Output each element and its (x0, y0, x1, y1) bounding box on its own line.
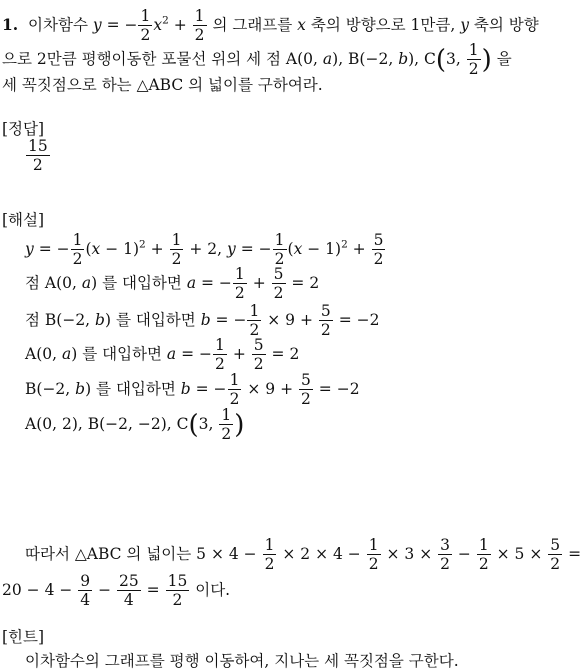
area-line-1: 따라서 △ABC 의 넓이는 5 × 4 − $\frac{1}{2}$ × 2 × 4 − $\frac{1}{2}$ × 3 × $\frac{3}{2}$ − $\frac{1}{2}$ × 5 × $\frac{5}{2}$ = (25, 536, 581, 574)
hint-header: [힌트] (2, 628, 45, 646)
hint-text: 이차함수의 그래프를 평행 이동하여, 지나는 세 꼭짓점을 구한다. (25, 652, 459, 670)
problem-number: 1. (2, 14, 19, 34)
solution-line-5: B(−2, b) 를 대입하면 b = − $\frac{1}{2}$ × 9 + $\frac{5}{2}$ = −2 (25, 371, 360, 409)
solution-line-1: y = − $\frac{1}{2}$ $(x - 1)^2$ + $\frac{1}{2}$ + 2, y = − $\frac{1}{2}$ $(x - 1)^2$ + $\frac{5}{2}$ (25, 231, 384, 269)
solution-line-4: A(0, a) 를 대입하면 a = − $\frac{1}{2}$ + $\frac{5}{2}$ = 2 (25, 336, 300, 374)
problem-line-3: 세 꼭짓점으로 하는 △ABC 의 넓이를 구하여라. (2, 76, 323, 94)
solution-line-3: 점 B(−2, b) 를 대입하면 b = − $\frac{1}{2}$ × 9 + $\frac{5}{2}$ = −2 (25, 302, 380, 340)
solution-header: [해설] (2, 211, 45, 229)
answer-denominator: 2 (32, 156, 43, 175)
problem-line-2: 으로 2만큼 평행이동한 포물선 위의 세 점 A(0, a), B(−2, b), C(3, $\frac{1}{2}$ ) 을 (2, 41, 512, 79)
answer-numerator: 15 (28, 137, 48, 155)
answer-fraction (25, 138, 51, 174)
answer-header: [정답] (2, 120, 45, 138)
area-line-2: 20 − 4 − $\frac{9}{4}$ − $\frac{25}{4}$ = $\frac{15}{2}$ 이다. (2, 572, 231, 610)
problem-line-1: 1. 이차함수 y = − $\frac{1}{2}$ $x^2$ + $\frac{1}{2}$ 의 그래프를 x 축의 방향으로 1만큼, y 축의 방향 (2, 7, 539, 45)
solution-line-2: 점 A(0, a) 를 대입하면 a = − $\frac{1}{2}$ + $\frac{5}{2}$ = 2 (25, 265, 320, 303)
solution-line-6: A(0, 2), B(−2, −2), C(3, $\frac{1}{2}$ ) (25, 406, 245, 444)
